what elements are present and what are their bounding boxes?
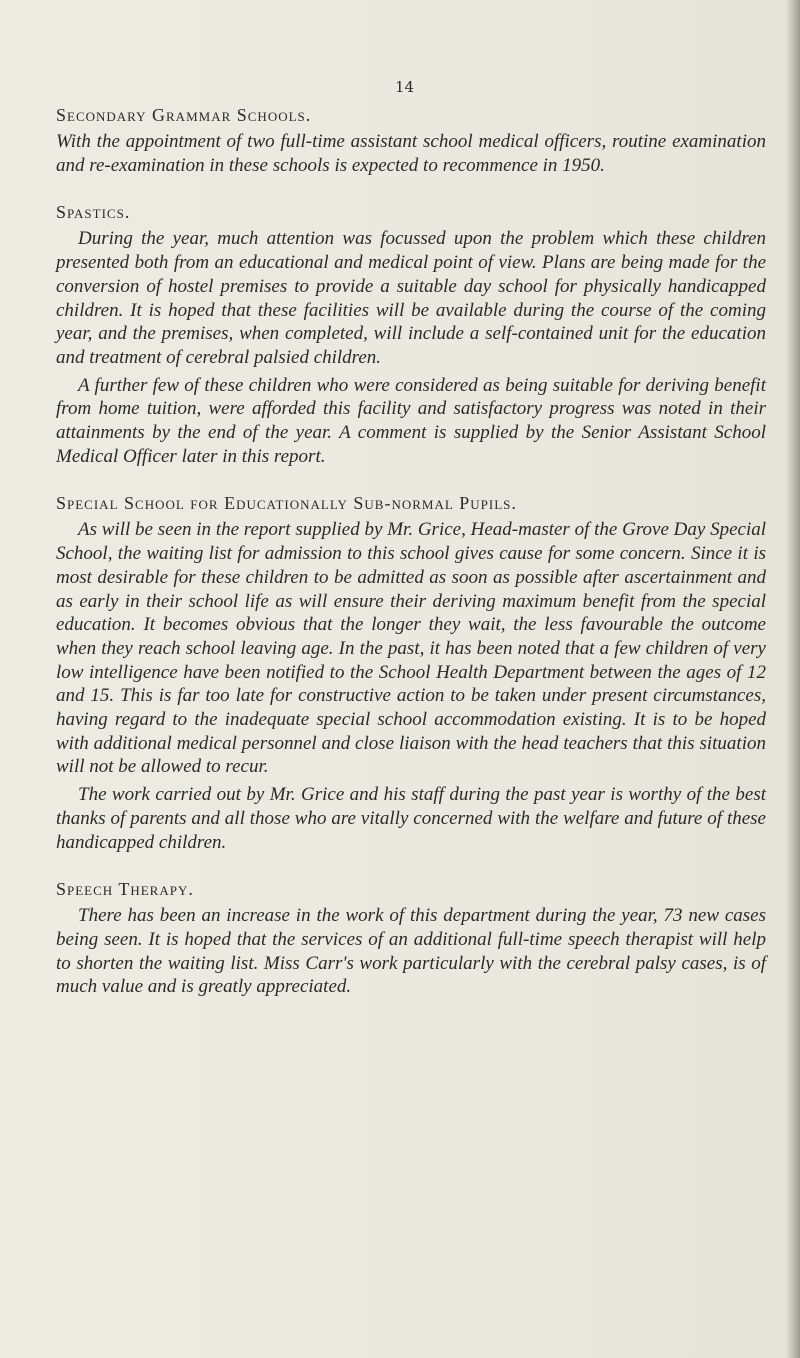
section-heading: Secondary Grammar Schools. xyxy=(56,105,312,125)
page-number: 14 xyxy=(395,78,415,96)
section-secondary-grammar-schools xyxy=(56,104,766,177)
section-heading: Special School for Educationally Sub-normal Pupils. xyxy=(56,493,517,514)
paragraph: The work carried out by Mr. Grice and his staff during the past year is worthy of the best thanks of parents and all those who are vitally concerned with the welfare and future of these handicapped children. xyxy=(56,784,766,853)
paragraph: During the year, much attention was focussed upon the problem which these children presented both from an educational and medical point of view. Plans are being made for the conversion of hostel premises to provide a suitable day school for physically handicapped children. It is hoped that these facilities will be available during the course of the coming year, and the premises, when completed, will include a self-contained unit for the education and treatment of cerebral palsied children. xyxy=(56,228,766,368)
page-edge-shadow xyxy=(786,0,800,1358)
paragraph: A further few of these children who were considered as being suitable for deriving benefit from home tuition, were afforded this facility and satisfactory progress was noted in their attainments by the end of the year. A comment is supplied by the Senior Assistant School Medical Officer later in this report. xyxy=(56,374,766,467)
paragraph: As will be seen in the report supplied by Mr. Grice, Head-master of the Grove Day Special School, the waiting list for admission to this school gives cause for some concern. Since it is most desirable for these children to be admitted as soon as possible after ascertainment and as early in their school life as will ensure their deriving maximum benefit from the special education. It becomes obvious that the longer they wait, the less favourable the outcome when they reach school leaving age. In the past, it has been noted that a few children of very low intelligence have been notified to the School Health Department between the ages of 12 and 15. This is far too late for constructive action to be taken under present circumstances, having regard to the inadequate special school accommodation existing. It is to be hoped with additional medical personnel and close liaison with the head teachers that this situation will not be allowed to recur. xyxy=(56,519,766,778)
section-speech-therapy xyxy=(56,878,766,999)
section-heading: Speech Therapy. xyxy=(56,879,194,900)
paragraph: With the appointment of two full-time assistant school medical officers, routine examination and re-examination in these schools is expected to recommence in 1950. xyxy=(56,131,766,176)
section-spastics xyxy=(56,201,766,468)
section-special-school xyxy=(56,492,766,854)
document-body xyxy=(56,104,766,1023)
paragraph: There has been an increase in the work of this department during the year, 73 new cases being seen. It is hoped that the services of an additional full-time speech therapist will help to shorten the waiting list. Miss Carr's work particularly with the cerebral palsy cases, is of much value and is greatly appreciated. xyxy=(56,905,766,998)
section-heading: Spastics. xyxy=(56,202,131,223)
